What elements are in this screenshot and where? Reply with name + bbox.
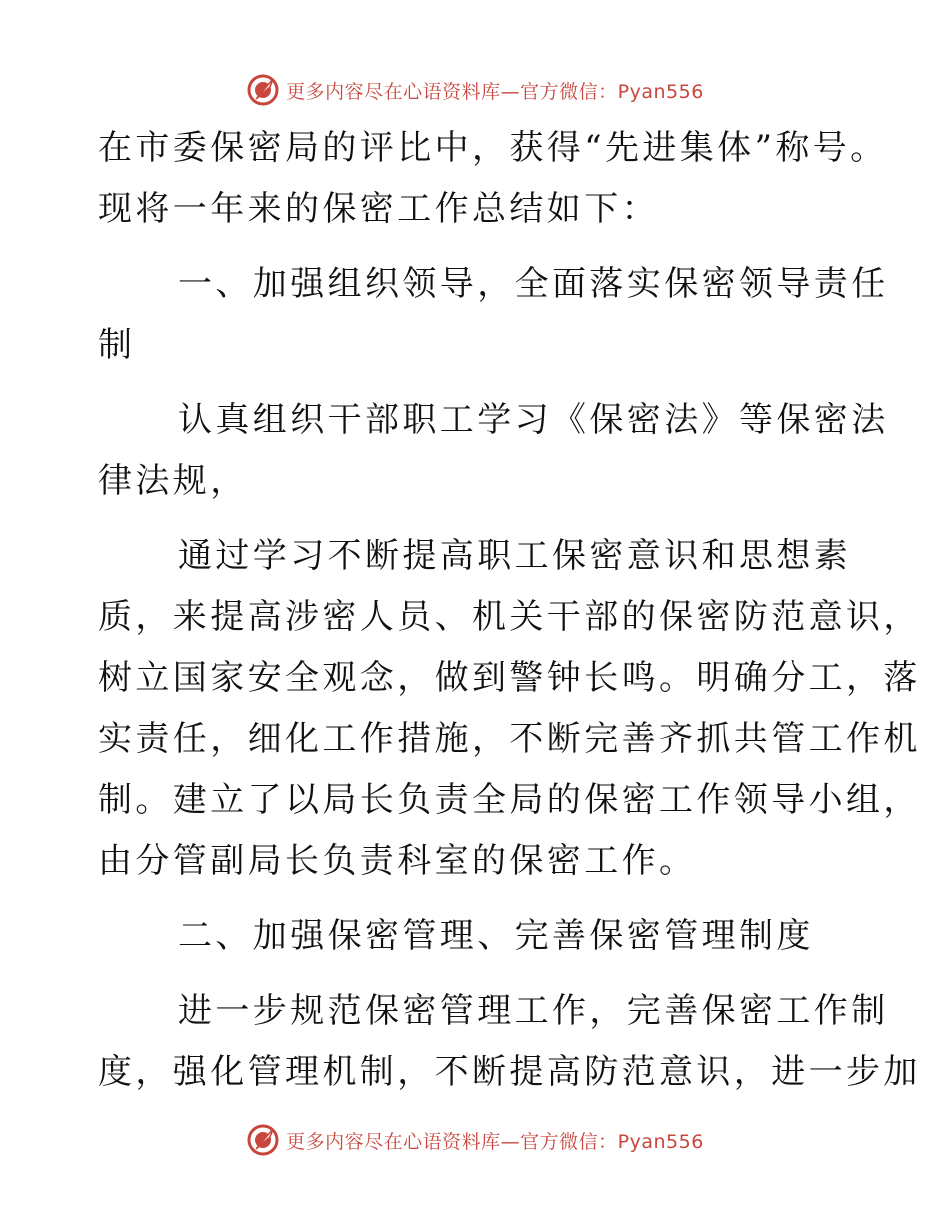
header-banner [0, 70, 950, 110]
text-line: 实责任，细化工作措施，不断完善齐抓共管工作机 [98, 719, 921, 759]
text-line: 树立国家安全观念，做到警钟长鸣。明确分工，落 [98, 658, 921, 698]
text-line: 进一步规范保密管理工作，完善保密工作制 [178, 991, 889, 1031]
paragraph-gap [98, 240, 850, 254]
text-line: 通过学习不断提高职工保密意识和思想素 [178, 536, 852, 576]
paragraph [98, 390, 889, 512]
banner-text [286, 1127, 704, 1154]
paragraph [98, 526, 921, 892]
quill-logo-icon [246, 73, 280, 107]
text-line: 认真组织干部职工学习《保密法》等保密法 [178, 400, 889, 440]
text-line: 在市委保密局的评比中，获得“先进集体”称号。 [98, 128, 888, 168]
text-line: 制。建立了以局长负责全局的保密工作领导小组， [98, 780, 921, 820]
text-line: 由分管副局长负责科室的保密工作。 [98, 841, 697, 881]
banner-label: 更多内容尽在心语资料库—官方微信： [286, 80, 618, 103]
text-line: 制 [98, 325, 136, 365]
paragraph-gap [98, 376, 850, 390]
banner-text [286, 77, 704, 104]
paragraph [98, 906, 850, 967]
text-line: 一、加强组织领导，全面落实保密领导责任 [178, 264, 889, 304]
text-line: 质，来提高涉密人员、机关干部的保密防范意识， [98, 597, 921, 637]
text-line: 现将一年来的保密工作总结如下： [98, 189, 659, 229]
paragraph-gap [98, 512, 850, 526]
document-body [98, 118, 921, 1103]
paragraph-gap [98, 967, 850, 981]
paragraph [98, 118, 888, 240]
banner-label: 更多内容尽在心语资料库—官方微信： [286, 1130, 618, 1153]
quill-logo-icon [246, 1123, 280, 1157]
paragraph-gap [98, 892, 850, 906]
text-line: 律法规， [98, 461, 248, 501]
paragraph [98, 254, 889, 376]
text-line: 度，强化管理机制，不断提高防范意识，进一步加 [98, 1052, 921, 1092]
wechat-id: Pyan556 [617, 80, 704, 103]
text-line: 二、加强保密管理、完善保密管理制度 [178, 916, 814, 956]
wechat-id: Pyan556 [617, 1130, 704, 1153]
paragraph [98, 981, 921, 1103]
footer-banner [0, 1120, 950, 1160]
